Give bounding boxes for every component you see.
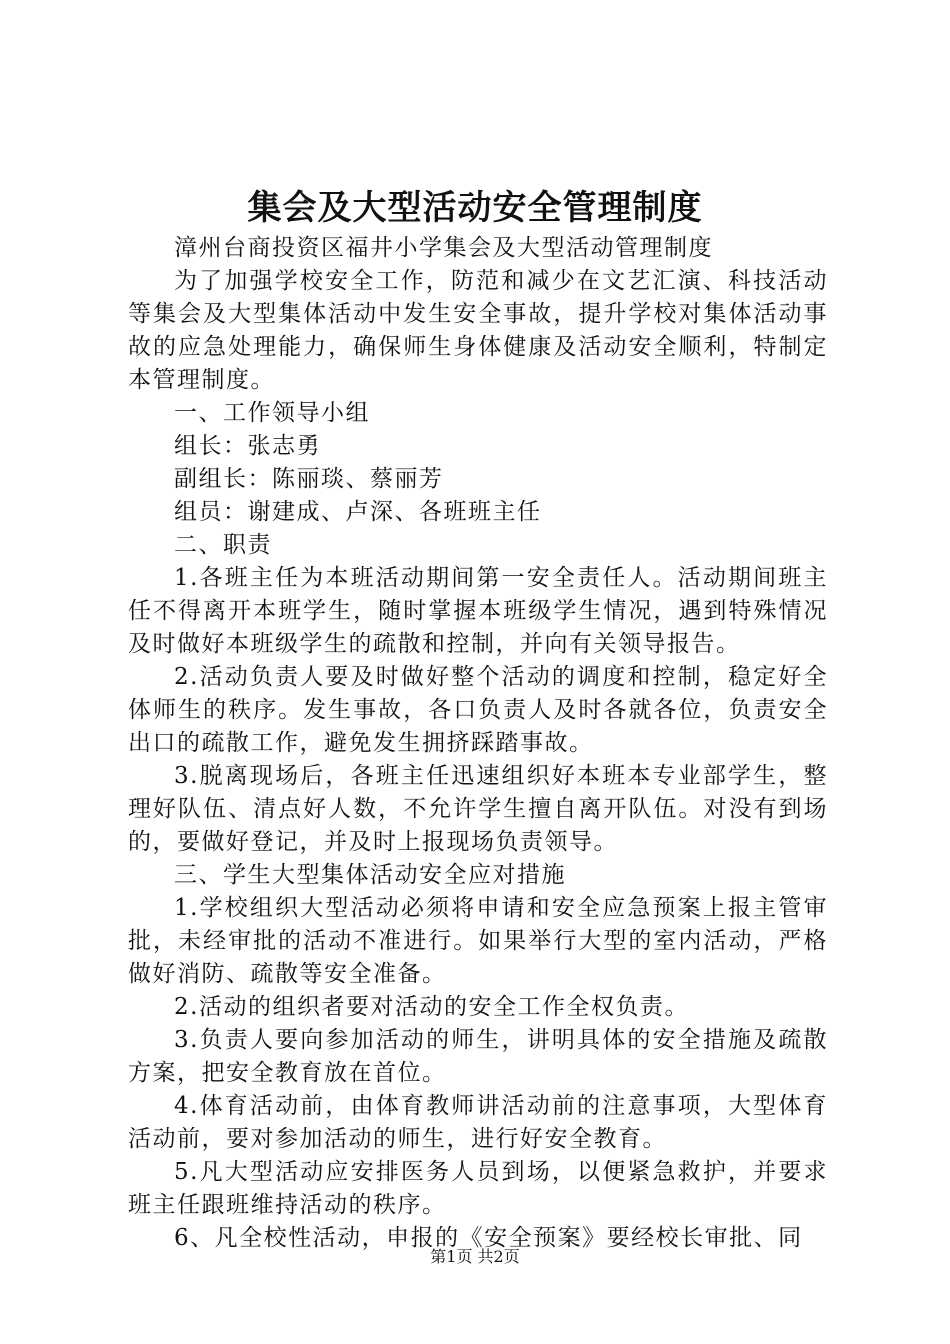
page-number-footer: 第1页 共2页 (430, 1247, 520, 1266)
paragraph-duty-2: 2.活动负责人要及时做好整个活动的调度和控制，稳定好全体师生的秩序。发生事故，各口负责人及时各就各位，负责安全出口的疏散工作，避免发生拥挤踩踏事故。 (128, 664, 828, 756)
paragraph-duty-1: 1.各班主任为本班活动期间第一安全责任人。活动期间班主任不得离开本班学生，随时掌握本班级学生情况，遇到特殊情况及时做好本班级学生的疏散和控制，并向有关领导报告。 (128, 565, 828, 657)
paragraph-school-subtitle: 漳州台商投资区福井小学集会及大型活动管理制度 (174, 235, 713, 261)
paragraph-measure-2: 2.活动的组织者要对活动的安全工作全权负责。 (174, 994, 689, 1020)
document-body (128, 232, 828, 1255)
paragraph-measure-6: 6、凡全校性活动，申报的《安全预案》要经校长审批、同 (174, 1225, 803, 1251)
paragraph-measure-4: 4.体育活动前，由体育教师讲活动前的注意事项，大型体育活动前，要对参加活动的师生，进行好安全教育。 (128, 1093, 828, 1152)
section-heading-measures: 三、学生大型集体活动安全应对措施 (174, 862, 566, 888)
paragraph-members: 组员：谢建成、卢深、各班班主任 (174, 499, 542, 525)
paragraph-purpose: 为了加强学校安全工作，防范和减少在文艺汇演、科技活动等集会及大型集体活动中发生安全事故，提升学校对集体活动事故的应急处理能力，确保师生身体健康及活动安全顺利，特制定本管理制度。 (128, 268, 828, 393)
section-heading-leadership: 一、工作领导小组 (174, 400, 370, 426)
paragraph-duty-3: 3.脱离现场后，各班主任迅速组织好本班本专业部学生，整理好队伍、清点好人数，不允许学生擅自离开队伍。对没有到场的，要做好登记，并及时上报现场负责领导。 (128, 763, 828, 855)
paragraph-measure-1: 1.学校组织大型活动必须将申请和安全应急预案上报主管审批，未经审批的活动不准进行。如果举行大型的室内活动，严格做好消防、疏散等安全准备。 (128, 895, 828, 987)
paragraph-deputy-leaders: 副组长：陈丽琰、蔡丽芳 (174, 466, 444, 492)
paragraph-measure-3: 3.负责人要向参加活动的师生，讲明具体的安全措施及疏散方案，把安全教育放在首位。 (128, 1027, 828, 1086)
document-title: 集会及大型活动安全管理制度 (247, 188, 703, 228)
paragraph-leader: 组长：张志勇 (174, 433, 321, 459)
section-heading-duties: 二、职责 (174, 532, 272, 558)
paragraph-measure-5: 5.凡大型活动应安排医务人员到场，以便紧急救护，并要求班主任跟班维持活动的秩序。 (128, 1159, 828, 1218)
